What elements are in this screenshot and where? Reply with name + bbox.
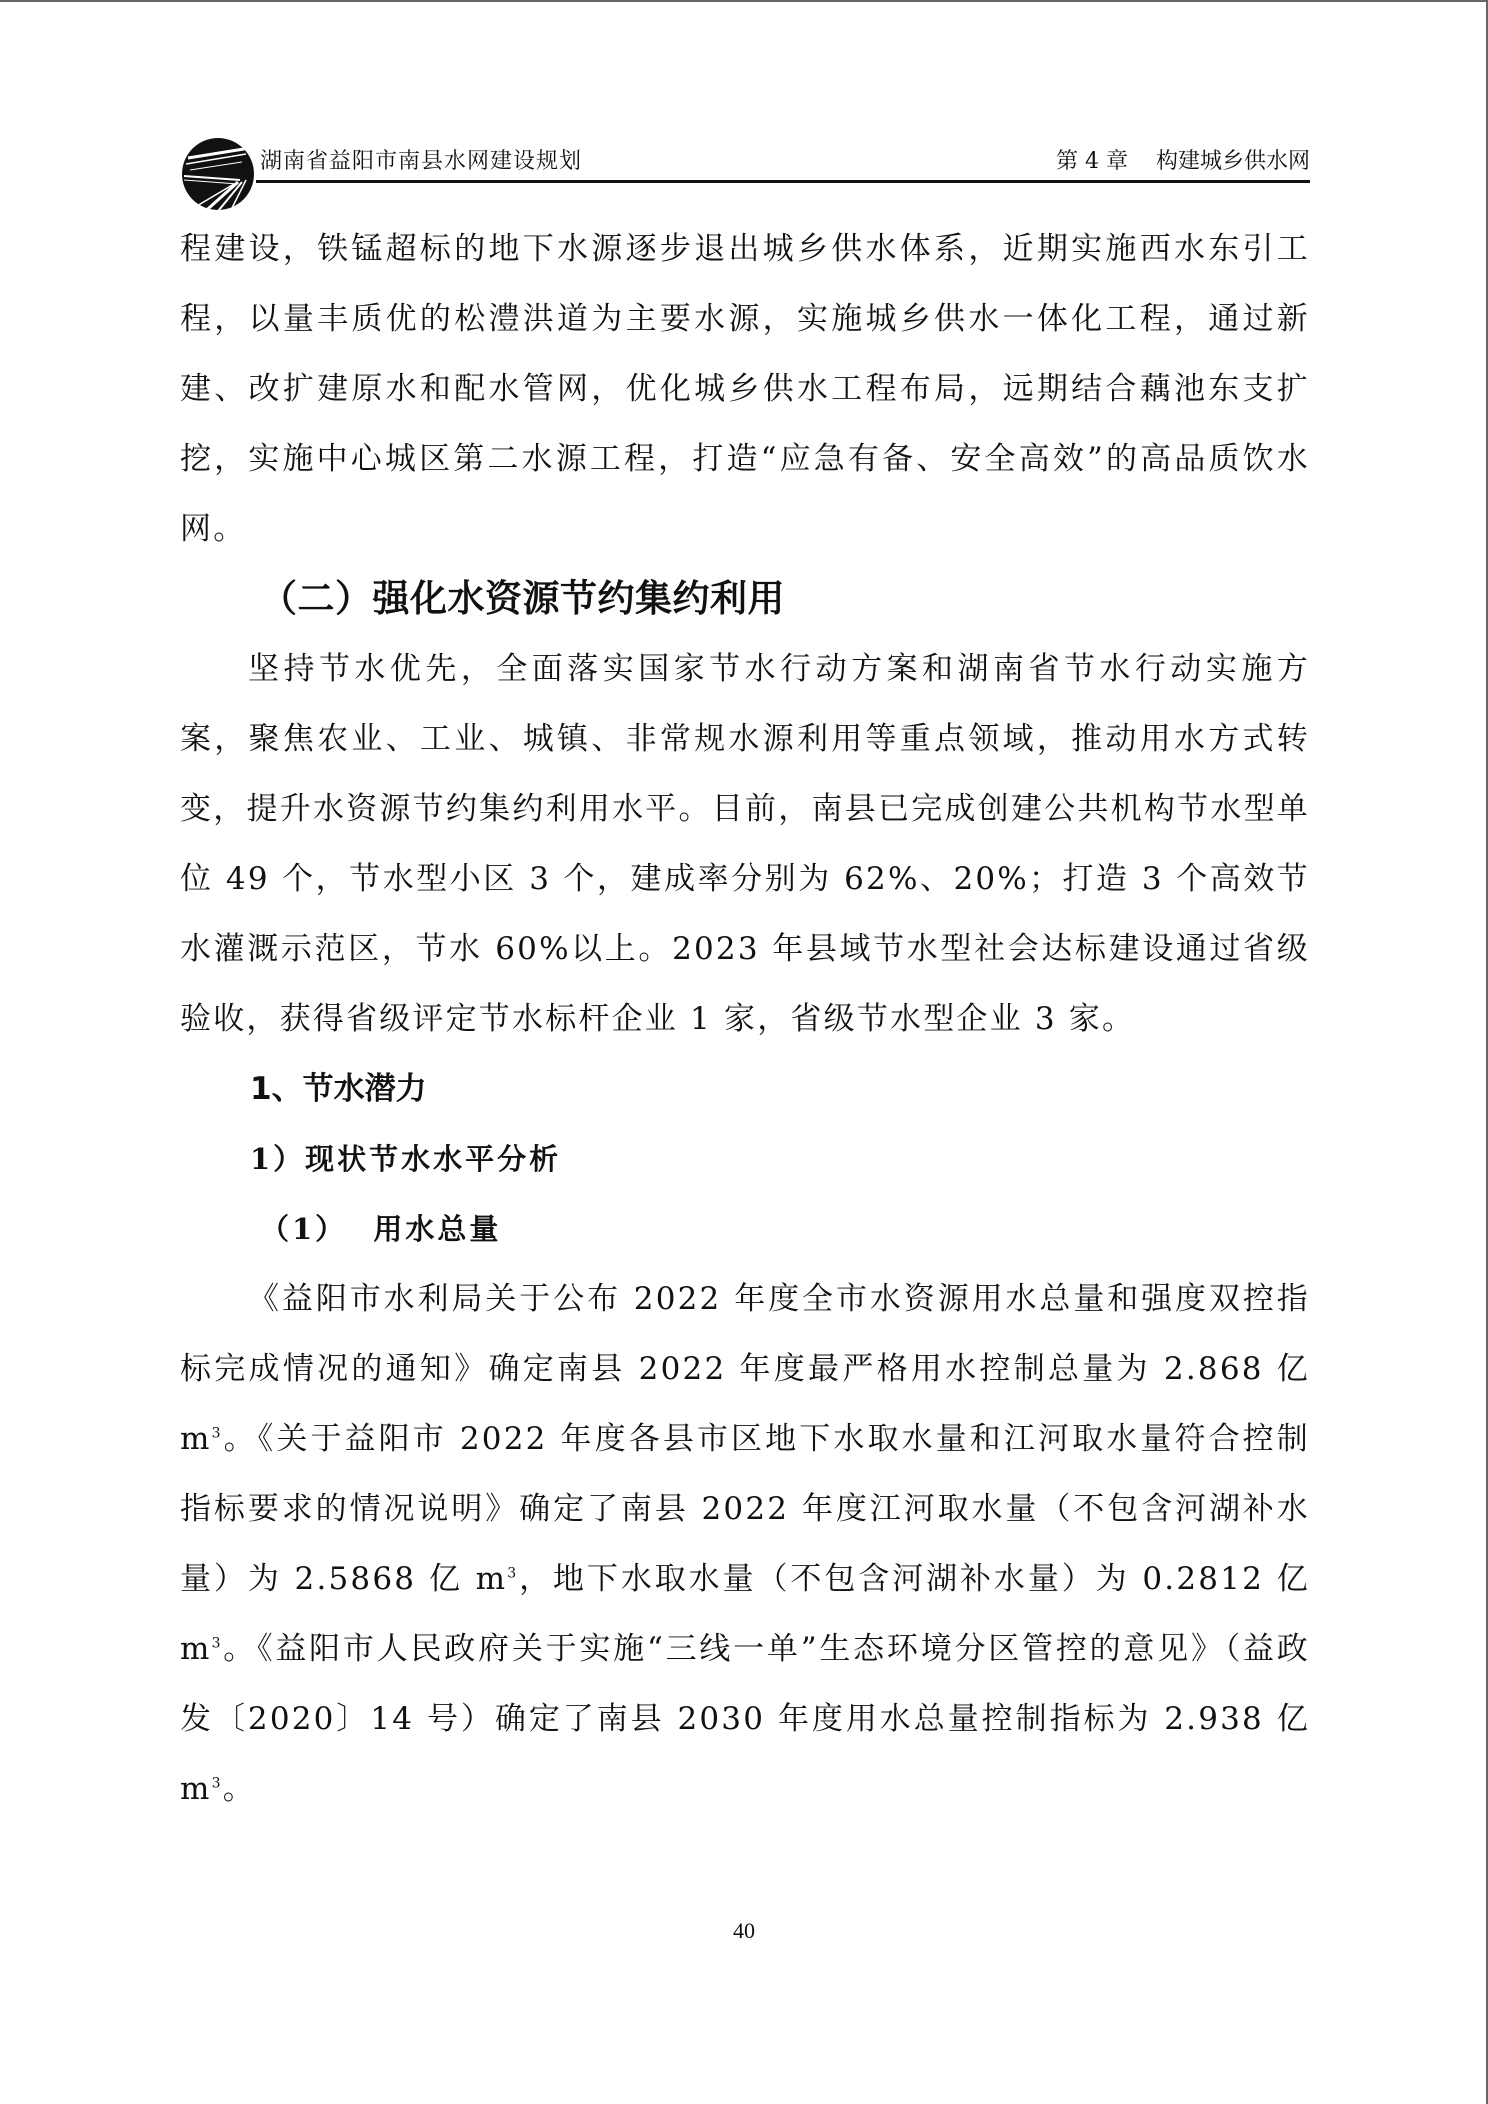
text-segment: ，地下水取水量（不包含河湖补水量）为 0.2812 亿 m [180, 1561, 1310, 1667]
superscript: 3 [211, 1635, 223, 1652]
section-heading: （二）强化水资源节约集约利用 [260, 577, 785, 620]
page-header [180, 130, 1310, 190]
header-divider [256, 180, 1310, 183]
paragraph-total-water-use [180, 1264, 1310, 1824]
text-segment: 《益阳市水利局关于公布 2022 年度全市水资源用水总量和强度双控指标完成情况的通知》确定南县 2022 年度最严格用水控制总量为 2.868 亿 m [180, 1281, 1310, 1457]
subheading-water-saving-potential: 1、节水潜力 [250, 1071, 427, 1107]
chapter-title: 第 4 章 构建城乡供水网 [1056, 149, 1310, 174]
page-border-top [0, 0, 1488, 2]
text-segment: 。《关于益阳市 2022 年度各县市区地下水取水量和江河取水量符合控制指标要求的情况说明》确定了南县 2022 年度江河取水量（不包含河湖补水量）为 2.5868 亿 m [180, 1421, 1310, 1597]
road-perspective-logo-icon [180, 136, 256, 212]
paragraph-continuation: 程建设，铁锰超标的地下水源逐步退出城乡供水体系，近期实施西水东引工程，以量丰质优的松澧洪道为主要水源，实施城乡供水一体化工程，通过新建、改扩建原水和配水管网，优化城乡供水工程布局，远期结合藕池东支扩挖，实施中心城区第二水源工程，打造“应急有备、安全高效”的高品质饮水网。 [180, 231, 1310, 547]
page-number: 40 [733, 1918, 755, 1943]
document-body [180, 214, 1310, 1824]
text-segment: 。《益阳市人民政府关于实施“三线一单”生态环境分区管控的意见》（益政发〔2020〕14 号）确定了南县 2030 年度用水总量控制指标为 2.938 亿 m [180, 1631, 1310, 1807]
text-segment: 。 [222, 1771, 256, 1807]
superscript: 3 [211, 1425, 223, 1442]
superscript: 3 [211, 1775, 223, 1792]
subheading-current-level-analysis: 1）现状节水水平分析 [250, 1142, 562, 1176]
superscript: 3 [507, 1565, 519, 1582]
document-title: 湖南省益阳市南县水网建设规划 [260, 149, 583, 174]
subheading-total-water-use: （1） 用水总量 [260, 1212, 502, 1246]
paragraph-water-saving: 坚持节水优先，全面落实国家节水行动方案和湖南省节水行动实施方案，聚焦农业、工业、城镇、非常规水源利用等重点领域，推动用水方式转变，提升水资源节约集约利用水平。目前，南县已完成创建公共机构节水型单位 49 个，节水型小区 3 个，建成率分别为 62%、20%；打造 3 个高效节水灌溉示范区，节水 60%以上。2023 年县域节水型社会达标建设通过省级验收，获得省级评定节水标杆企业 1 家，省级节水型企业 3 家。 [180, 651, 1310, 1037]
